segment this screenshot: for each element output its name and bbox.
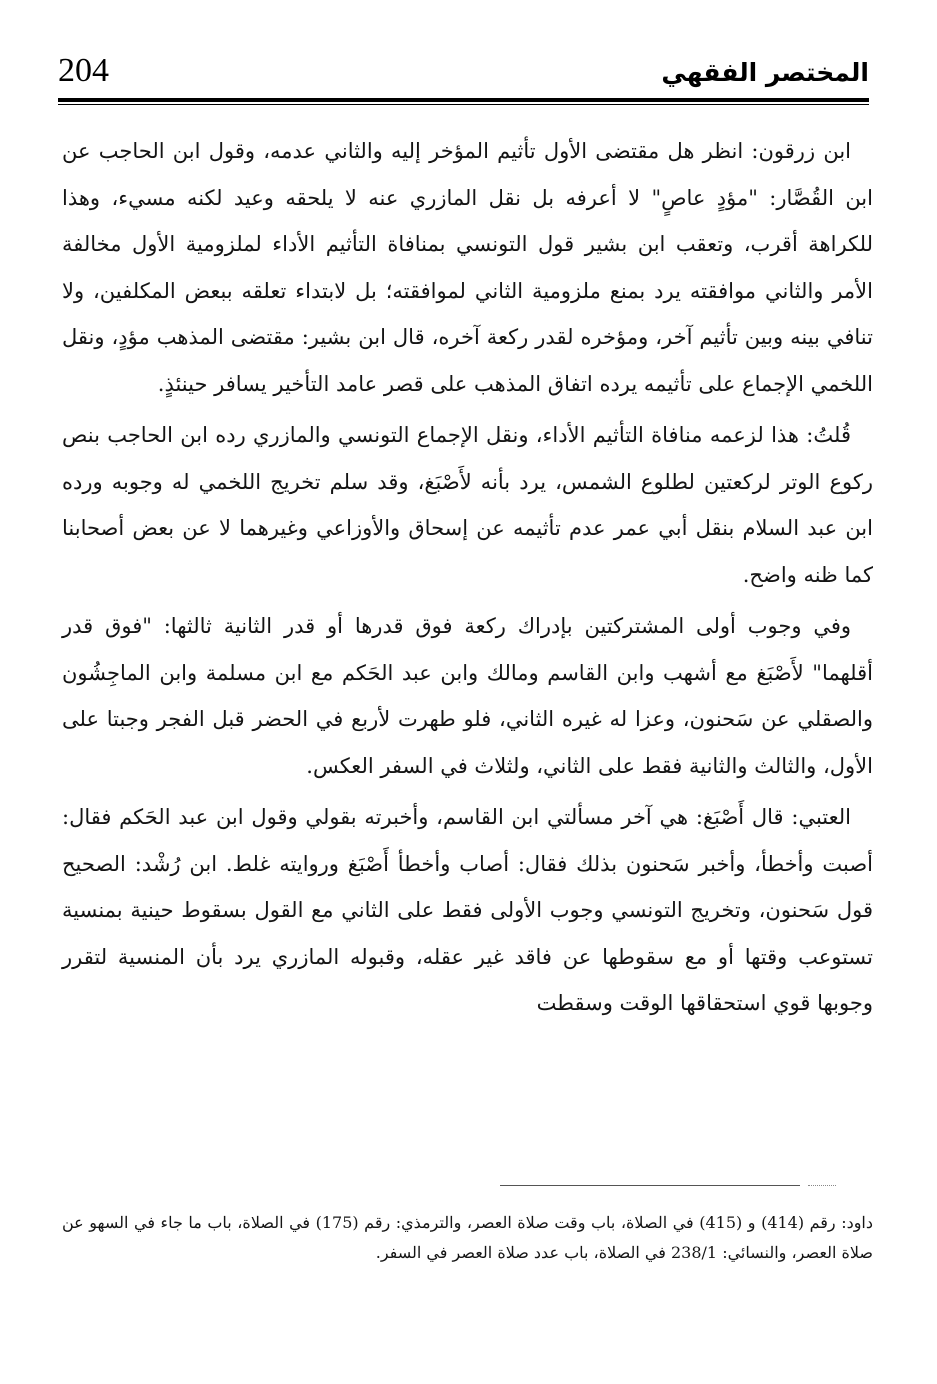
footnote-divider (500, 1185, 800, 1186)
paragraph: العتبي: قال أَصْبَغ: هي آخر مسألتي ابن القاسم، وأخبرته بقولي وقول ابن عبد الحَكم فقال: أصبت وأخطأ، وأخبر سَحنون بذلك فقال: أصاب وأخطأ أَصْبَغ وروايته غلط. ابن رُشْد: الصحيح قول سَحنون، وتخريج التونسي وجوب الأولى فقط على الثاني مع القول بسقوط حينية بمنسية تستوعب وقتها أو مع سقوطها عن فاقد غير عقله، وقبوله المازري يرد بأن المنسية لتقرر وجوبها قوي استحقاقها الوقت وسقطت (62, 805, 874, 1015)
page-header (58, 52, 869, 100)
header-rule-thin (58, 104, 869, 105)
running-title: المختصر الفقهي (661, 58, 869, 87)
paragraph: ابن زرقون: انظر هل مقتضى الأول تأثيم المؤخر إليه والثاني عدمه، وقول ابن الحاجب عن ابن القُصَّار: "مؤدٍ عاصٍ" لا أعرفه بل نقل المازري عنه لا يلحقه وعيد لكنه مسيء، وهذا للكراهة أقرب، وتعقب ابن بشير قول التونسي بمنافاة التأثيم الأداء لملزومية الأول مخالفة الأمر والثاني موافقته يرد بمنع ملزومية الثاني لموافقته؛ بل لابتداء تعلقه ببعض المكلفين، ولا تنافي بينه وبين تأثيم آخر، ومؤخره لقدر ركعة آخره، قال ابن بشير: مقتضى المذهب مؤدٍ، ونقل اللخمي الإجماع على تأثيمه يرده اتفاق المذهب على قصر عامد التأخير يسافر حينئذٍ. (62, 139, 873, 396)
header-rule (58, 98, 869, 102)
main-text (62, 128, 873, 1032)
page-number: 204 (58, 52, 109, 89)
paragraph: وفي وجوب أولى المشتركتين بإدراك ركعة فوق قدرها أو قدر الثانية ثالثها: "فوق قدر أقلهما" لأَصْبَغ مع أشهب وابن القاسم ومالك وابن عبد الحَكم مع ابن مسلمة وابن الماجِشُون والصقلي عن سَحنون، وعزا له غيره الثاني، فلو طهرت لأربع في الحضر قبل الفجر وجبتا على الأول، والثالث والثانية فقط على الثاني، ولثلاث في السفر العكس. (62, 614, 873, 778)
footnote-text: داود: رقم (414) و (415) في الصلاة، باب وقت صلاة العصر، والترمذي: رقم (175) في الصلاة، باب ما جاء في السهو عن صلاة العصر، والنسائي: 238/1 في الصلاة، باب عدد صلاة العصر في السفر. (62, 1213, 874, 1262)
paragraph: قُلتُ: هذا لزعمه منافاة التأثيم الأداء، ونقل الإجماع التونسي والمازري رده ابن الحاجب بنص ركوع الوتر لركعتين لطلوع الشمس، يرد بأنه لأَصْبَغ، وقد سلم تخريج اللخمي له وجوبه ورده ابن عبد السلام بنقل أبي عمر عدم تأثيمه عن إسحاق والأوزاعي وغيرهما لا عن بعض أصحابنا كما ظنه واضح. (62, 423, 873, 587)
footnotes (62, 1208, 873, 1268)
footnote-divider-dots (808, 1185, 836, 1187)
